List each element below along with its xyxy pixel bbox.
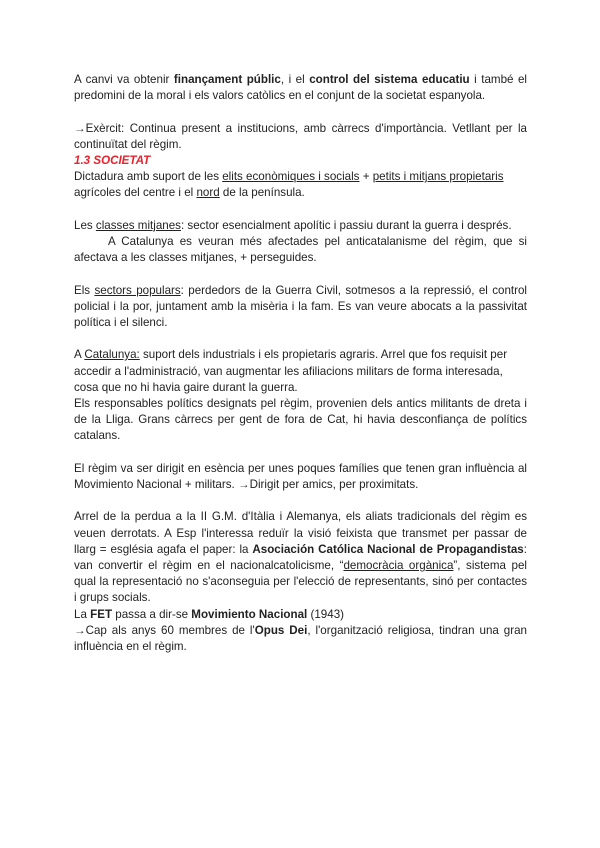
spacer [74,266,527,282]
paragraph-middle-classes: Les classes mitjanes: sector esencialment apolític i passiu durant la guerra i després. [74,218,512,232]
paragraph-catalonia-support: A Catalunya: suport dels industrials i els propietaris agraris. Arrel que fos requisit per accedir a l'administració, van augmentar les afiliacions militars de forma interesada, cosa que no hi havia gaire durant la guerra. [74,348,508,394]
paragraph-army: →Exèrcit: Continua present a institucions, amb càrrecs d'importància. Vetllant per la continuïtat del règim. [74,121,527,151]
paragraph-support: Dictadura amb suport de les elits econòmiques i socials + petits i mitjans propietaris agrícoles del centre i el nord de la península. [74,170,504,200]
paragraph-ww2: Arrel de la perdua a la II G.M. d'Itàlia i Alemanya, els aliats tradicionals del règim es veuen derrotats. A Esp l'interessa reduïr la visió feixista que transmet per passar de llarg = església agafa el paper: la Asociación Católica Nacional de Propagandistas: van convertir el règim en el nacionalcatolicisme, “democràcia orgànica”, sistema pel qual la representació no s'aconseguia per l'elecció de representants, sinó per contactes i grups socials. [74,510,527,605]
paragraph-political-leaders: Els responsables polítics designats pel règim, provenien dels antics militants de dreta i de la Lliga. Grans càrrecs per gent de fora de Cat, hi havia desconfiança de polítics catalans. [74,397,527,443]
paragraph-financing: A canvi va obtenir finançament públic, i el control del sistema educatiu i també el predomini de la moral i els valors catòlics en el conjunt de la societat espanyola. [74,73,527,103]
paragraph-families: El règim va ser dirigit en esència per unes poques famílies que tenen gran influència al Movimiento Nacional + militars. →Dirigit per amics, per proximitats. [74,461,527,491]
spacer [74,104,527,120]
paragraph-fet: La FET passa a dir-se Movimiento Nacional (1943) [74,607,344,621]
spacer [74,331,527,347]
spacer [74,202,527,218]
paragraph-popular-sectors: Els sectors populars: perdedors de la Guerra Civil, sotmesos a la repressió, el control policial i la por, juntament amb la misèria i la fam. Es van veure abocats a la passivitat política i el silenci. [74,283,527,329]
spacer [74,445,527,461]
document-body [74,72,527,655]
paragraph-catalonia-middle: A Catalunya es veuran més afectades pel anticatalanisme del règim, que si afectava a les classes mitjanes, + perseguides. [74,235,527,265]
section-heading: 1.3 SOCIETAT [74,154,151,167]
paragraph-opus-dei: →Cap als anys 60 membres de l'Opus Dei, l'organització religiosa, tindran una gran influència en el règim. [74,623,527,654]
spacer [74,493,527,509]
